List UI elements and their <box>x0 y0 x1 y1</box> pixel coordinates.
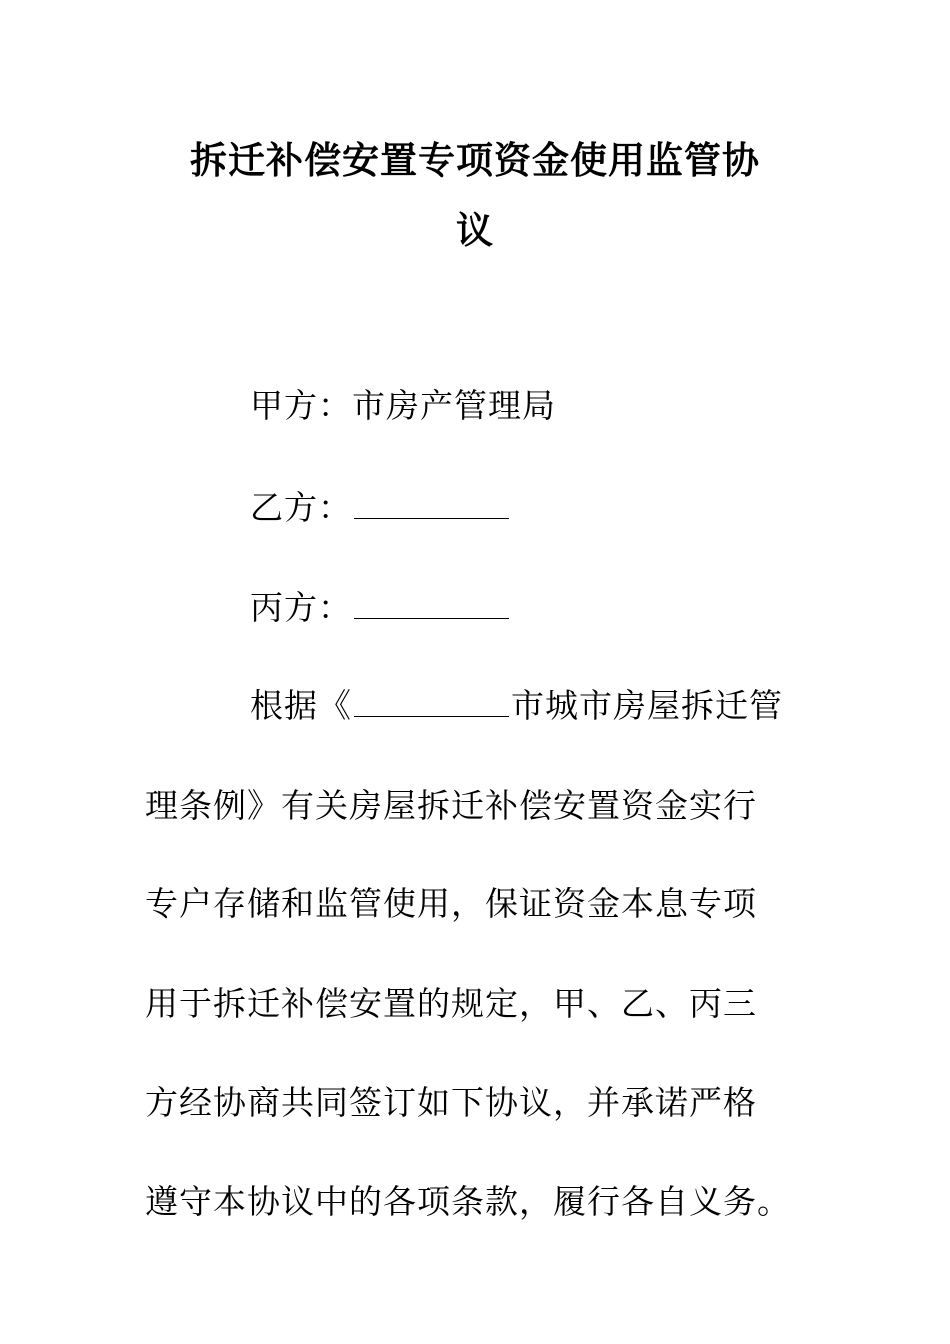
document-title-line-1: 拆迁补偿安置专项资金使用监管协 <box>190 138 760 182</box>
party-b-line <box>250 482 511 529</box>
paragraph-line-3: 专户存储和监管使用，保证资金本息专项 <box>145 884 757 923</box>
party-a-line <box>250 380 556 427</box>
party-b-blank <box>354 492 509 519</box>
paragraph-line-4: 用于拆迁补偿安置的规定，甲、乙、丙三 <box>145 984 757 1023</box>
paragraph-line-6: 遵守本协议中的各项条款，履行各自义务。 <box>145 1182 791 1221</box>
paragraph-line-5: 方经协商共同签订如下协议，并承诺严格 <box>145 1083 757 1122</box>
party-c-label: 丙方： <box>250 588 352 627</box>
party-c-blank <box>354 592 509 619</box>
party-a-value: 市房产管理局 <box>352 386 556 425</box>
paragraph-line-2: 理条例》有关房屋拆迁补偿安置资金实行 <box>145 786 757 825</box>
party-b-label: 乙方： <box>250 488 352 527</box>
party-c-line <box>250 582 511 629</box>
document-title-line-2: 议 <box>456 208 494 252</box>
city-name-blank <box>354 690 509 717</box>
party-a-label: 甲方： <box>250 386 352 425</box>
paragraph-line-1-prefix: 根据《 <box>250 686 352 725</box>
paragraph-line-1-suffix: 市城市房屋拆迁管 <box>511 686 783 725</box>
paragraph-line-1 <box>250 680 783 727</box>
